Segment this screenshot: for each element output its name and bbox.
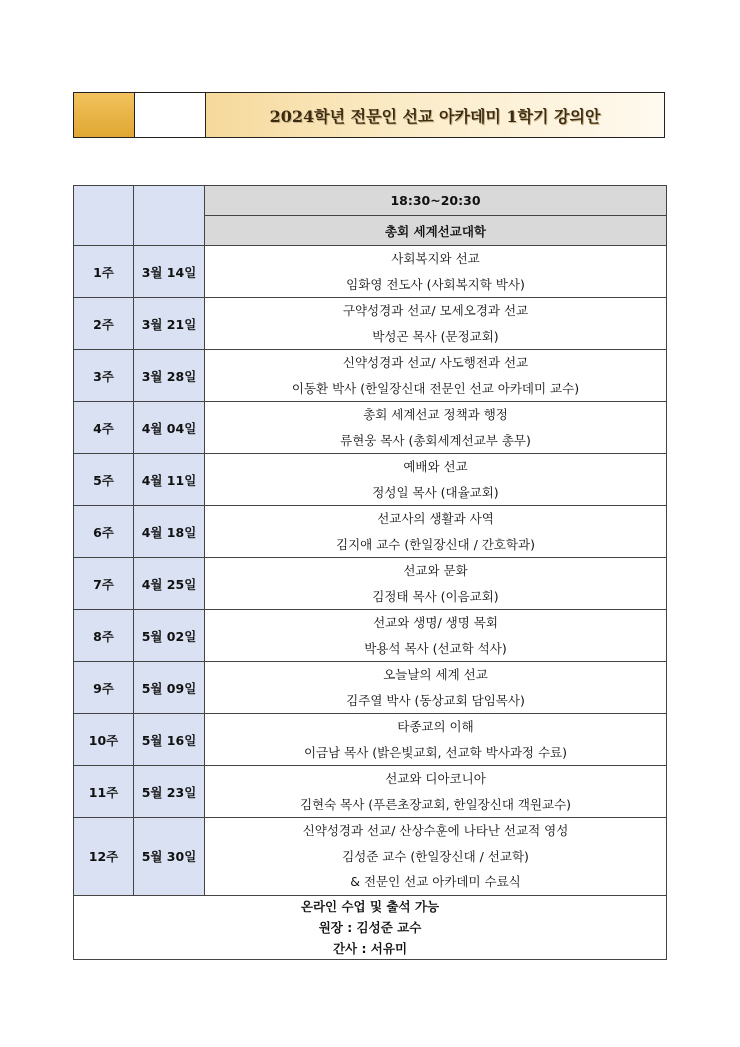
lecture-detail: 김주열 박사 (동상교회 담임목사) (346, 692, 525, 708)
lecture-topic: 총회 세계선교 정책과 행정 (363, 407, 508, 422)
lecture-cell (205, 766, 667, 818)
title-accent-block (74, 93, 135, 137)
date-cell: 3월 21일 (134, 298, 205, 350)
week-cell: 2주 (74, 298, 134, 350)
date-cell: 4월 11일 (134, 454, 205, 506)
table-row (74, 714, 667, 766)
lecture-cell (205, 506, 667, 558)
lecture-cell (205, 714, 667, 766)
header-week-blank (74, 186, 134, 246)
lecture-cell (205, 818, 667, 896)
lecture-cell (205, 350, 667, 402)
table-row (74, 766, 667, 818)
lecture-cell (205, 454, 667, 506)
lecture-topic: 선교와 디아코니아 (385, 771, 486, 786)
title-bar (73, 92, 665, 138)
lecture-cell (205, 402, 667, 454)
table-row (74, 246, 667, 298)
lecture-detail: 김현숙 목사 (푸른초장교회, 한일장신대 객원교수) (299, 796, 572, 812)
lecture-cell (205, 610, 667, 662)
date-cell: 4월 04일 (134, 402, 205, 454)
lecture-topic: 선교사의 생활과 사역 (377, 511, 494, 526)
lecture-detail: 이동환 박사 (한일장신대 전문인 선교 아카데미 교수) (291, 380, 580, 396)
lecture-detail: 임화영 전도사 (사회복지학 박사) (346, 276, 525, 292)
table-row (74, 506, 667, 558)
footer-line1: 온라인 수업 및 출석 가능 (300, 898, 440, 914)
footer-line2: 원장 : 김성준 교수 (318, 919, 422, 935)
table-row (74, 402, 667, 454)
date-cell: 5월 02일 (134, 610, 205, 662)
lecture-detail: 박용석 목사 (선교학 석사) (364, 640, 507, 656)
week-cell: 7주 (74, 558, 134, 610)
date-cell: 3월 14일 (134, 246, 205, 298)
header-course: 총회 세계선교대학 (205, 216, 667, 246)
week-cell: 5주 (74, 454, 134, 506)
date-cell: 4월 18일 (134, 506, 205, 558)
lecture-topic: 오늘날의 세계 선교 (383, 667, 488, 682)
header-date-blank (134, 186, 205, 246)
title-blank-block (135, 93, 206, 137)
lecture-topic: 선교와 문화 (403, 563, 468, 578)
lecture-detail: 류현웅 목사 (총회세계선교부 총무) (340, 432, 531, 448)
page-title: 2024학년 전문인 선교 아카데미 1학기 강의안 (206, 93, 664, 137)
week-cell: 12주 (74, 818, 134, 896)
schedule-table (73, 185, 667, 960)
lecture-topic: 타종교의 이해 (397, 719, 474, 734)
week-cell: 1주 (74, 246, 134, 298)
week-cell: 10주 (74, 714, 134, 766)
lecture-topic: 구약성경과 선교/ 모세오경과 선교 (342, 303, 529, 318)
week-cell: 9주 (74, 662, 134, 714)
footer-cell (74, 895, 667, 959)
lecture-detail: 김성준 교수 (한일장신대 / 선교학) (342, 848, 529, 864)
lecture-detail: 김지애 교수 (한일장신대 / 간호학과) (336, 536, 535, 552)
lecture-cell (205, 662, 667, 714)
table-row (74, 662, 667, 714)
lecture-topic: 예배와 선교 (403, 459, 468, 474)
lecture-cell (205, 558, 667, 610)
lecture-topic: 사회복지와 선교 (391, 251, 480, 266)
date-cell: 3월 28일 (134, 350, 205, 402)
date-cell: 5월 30일 (134, 818, 205, 896)
week-cell: 6주 (74, 506, 134, 558)
table-row (74, 298, 667, 350)
week-cell: 3주 (74, 350, 134, 402)
week-cell: 4주 (74, 402, 134, 454)
table-row (74, 350, 667, 402)
table-row (74, 818, 667, 896)
date-cell: 5월 09일 (134, 662, 205, 714)
table-row (74, 610, 667, 662)
footer-row (74, 895, 667, 959)
lecture-detail: 김정태 목사 (이음교회) (372, 588, 499, 604)
lecture-detail: 박성곤 목사 (문정교회) (372, 328, 499, 344)
table-row (74, 558, 667, 610)
footer-line3: 간사 : 서유미 (332, 940, 408, 956)
table-row (74, 454, 667, 506)
lecture-detail: 이금남 목사 (밝은빛교회, 선교학 박사과정 수료) (303, 744, 568, 760)
date-cell: 5월 23일 (134, 766, 205, 818)
lecture-detail: & 전문인 선교 아카데미 수료식 (350, 874, 521, 889)
lecture-topic: 신약성경과 선교/ 사도행전과 선교 (342, 355, 529, 370)
lecture-detail: 정성일 목사 (대율교회) (372, 484, 499, 500)
lecture-topic: 선교와 생명/ 생명 목회 (373, 615, 498, 630)
lecture-topic: 신약성경과 선교/ 산상수훈에 나타난 선교적 영성 (302, 823, 569, 838)
header-time: 18:30~20:30 (205, 186, 667, 216)
week-cell: 11주 (74, 766, 134, 818)
date-cell: 4월 25일 (134, 558, 205, 610)
lecture-cell (205, 298, 667, 350)
week-cell: 8주 (74, 610, 134, 662)
lecture-cell (205, 246, 667, 298)
date-cell: 5월 16일 (134, 714, 205, 766)
